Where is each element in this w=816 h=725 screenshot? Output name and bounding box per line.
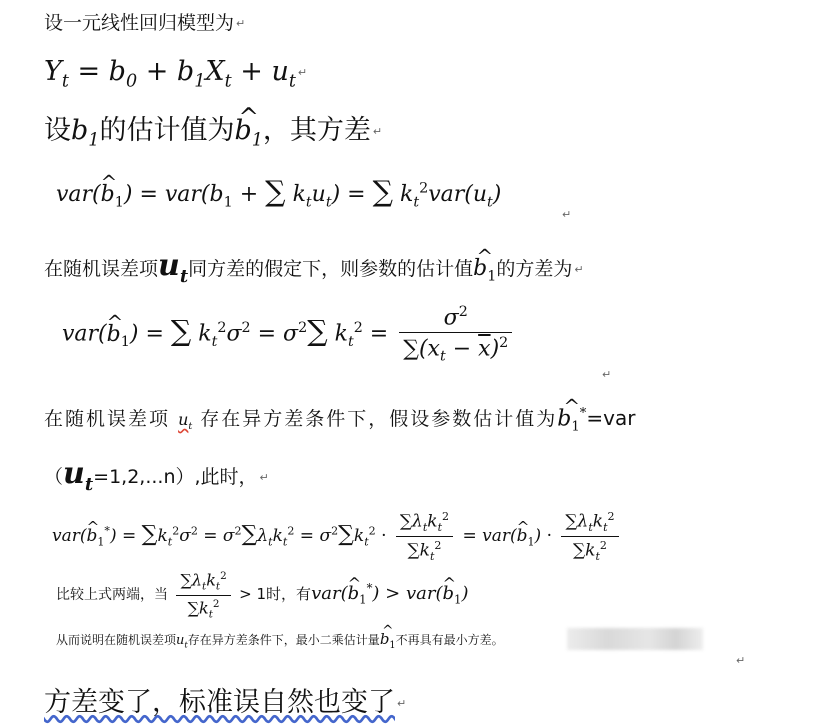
paragraph-mark-icon: ↵	[297, 66, 308, 79]
compare-mid: > 1时，有	[239, 585, 312, 604]
comparison-line: 比较上式两端，当 $\frac{\sum\lambda_tk_t^2}{\sum k_t^2}$ > 1时，有var(^ $b_1^*$) > var(^ $b_1$)	[56, 570, 469, 620]
conclusion-mid: 存在异方差条件下，最小二乘估计量	[187, 633, 380, 647]
heteroskedastic-line: 在随机误差项 $u_t$ 存在异方差条件下，假设参数估计值为^ $b_1^*=var$	[44, 404, 635, 434]
paragraph-mark-icon: ↵	[397, 697, 407, 710]
paragraph-mark-icon: ↵	[574, 263, 584, 276]
paragraph-mark-icon: ↵	[236, 17, 246, 30]
paragraph-mark-icon: ↵	[372, 125, 383, 138]
estimator-mid: 的估计值为	[99, 115, 235, 146]
conclusion-line: 从而说明在随机误差项$u_t$存在异方差条件下，最小二乘估计量^ $b_1$不再具有最小方差。	[56, 630, 504, 651]
paragraph-mark-icon: ↵	[736, 654, 746, 667]
redacted-region	[567, 628, 703, 650]
hetero-pre: 在随机误差项	[44, 408, 171, 430]
intro-text: 设一元线性回归模型为	[44, 12, 235, 34]
final-text: 方差变了，标准误自然也变了	[44, 687, 395, 718]
hetero-post: =var	[586, 406, 636, 430]
index-pre: （	[44, 466, 64, 488]
final-line	[44, 680, 406, 719]
homo-pre: 在随机误差项	[44, 258, 159, 280]
conclusion-post: 不再具有最小方差。	[395, 633, 504, 647]
model-equation: $Y_t = b_0 + b_1X_t + u_t$ ↵	[44, 56, 308, 92]
variance-equation-3: var(^ $b_1^*) = \sum k_t^2\sigma^2 = \sigma^2\sum\lambda_tk_t^2 = \sigma^2\sum k_t^2$ · $\frac{\sum\lambda_tk_t^2}{\sum k_t^2}$ = var(^ $b_1$) · $\frac{\sum\lambda_tk_t^2}{\sum k_t^2}$	[52, 510, 623, 563]
estimator-line: 设$b_1$的估计值为^ $b_1$，其方差 ↵	[44, 108, 382, 150]
index-line: $(u_t=1,2,...n)$,此时， ↵	[44, 456, 269, 495]
hetero-mid: 存在异方差条件下，假设参数估计值为	[200, 408, 558, 430]
variance-equation-2: var(^ $b_1$) = ∑ $k_t^2\sigma^2 = \sigma^2\sum$ $k_t^2$ = $\frac{\sigma^2}{\sum(x_t - \overline{x})^2}$	[62, 304, 516, 365]
paragraph-mark-icon: ↵	[602, 368, 612, 381]
variance-equation-1: var(^ $b_1) = var(b_1$ + ∑ $k_tu_t$) = ∑ $k_t^2var(u_t)$	[56, 174, 501, 210]
estimator-post: ，其方差	[262, 115, 371, 146]
index-post: =1,2,...n）,此时，	[93, 466, 258, 488]
compare-pre: 比较上式两端，当	[56, 587, 168, 604]
intro-line	[44, 8, 245, 35]
paragraph-mark-icon: ↵	[259, 471, 269, 484]
homo-post: 的方差为	[496, 258, 573, 280]
homo-mid: 同方差的假定下，则参数的估计值	[188, 258, 474, 280]
paragraph-mark-icon: ↵	[562, 208, 572, 221]
homoskedastic-line: 在随机误差项$u_t$同方差的假定下，则参数的估计值^ $b_1$的方差为 ↵	[44, 248, 584, 287]
conclusion-pre: 从而说明在随机误差项	[56, 633, 177, 647]
estimator-pre: 设	[44, 115, 71, 146]
